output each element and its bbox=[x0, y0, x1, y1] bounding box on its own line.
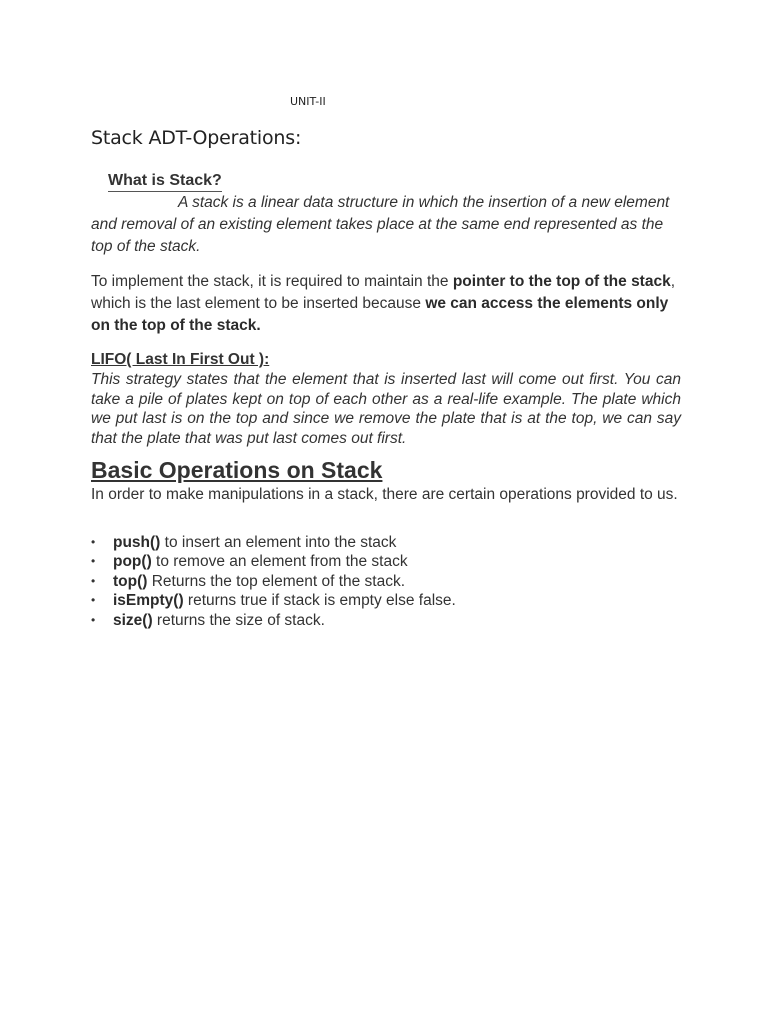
operation-desc: to insert an element into the stack bbox=[160, 534, 397, 551]
implementation-bold-1: pointer to the top of the stack bbox=[452, 273, 671, 290]
bullet-icon: • bbox=[91, 554, 96, 569]
operation-desc: to remove an element from the stack bbox=[151, 553, 408, 571]
unit-label: UNIT-II bbox=[290, 95, 326, 108]
list-item bbox=[91, 552, 456, 571]
main-title: Stack ADT-Operations: bbox=[91, 127, 302, 149]
implementation-text-1: To implement the stack, it is required to maintain the bbox=[91, 273, 453, 290]
list-item bbox=[91, 572, 456, 591]
operations-list bbox=[91, 533, 456, 630]
implementation-paragraph bbox=[91, 271, 681, 337]
basic-operations-heading: Basic Operations on Stack bbox=[91, 457, 383, 483]
operation-name: top() bbox=[113, 572, 148, 590]
implementation-bold-2: we can access the elements only on the top of the stack. bbox=[91, 295, 669, 334]
implementation-text-2: , which is the last element to be inserted because bbox=[91, 273, 676, 312]
operation-name: push() bbox=[113, 534, 161, 551]
bullet-icon: • bbox=[91, 535, 96, 549]
operation-name: size() bbox=[113, 611, 153, 629]
stack-definition bbox=[91, 192, 681, 258]
lifo-heading: LIFO( Last In First Out ): bbox=[91, 351, 270, 368]
list-item bbox=[91, 611, 456, 630]
operation-name: isEmpty() bbox=[113, 592, 184, 610]
what-is-stack-heading: What is Stack? bbox=[108, 172, 222, 192]
operation-name: pop() bbox=[113, 553, 152, 571]
bullet-icon: • bbox=[91, 593, 96, 608]
bullet-icon: • bbox=[91, 573, 96, 588]
list-item bbox=[91, 591, 456, 610]
operation-desc: Returns the top element of the stack. bbox=[147, 572, 406, 590]
operation-desc: returns the size of stack. bbox=[152, 611, 325, 629]
lifo-text: This strategy states that the element that is inserted last will come out first. You can take a pile of plates kept on top of each other as a real-life example. The plate which we put last is on the top and since we remove the plate that is at the top, we can say that the plate that was put last comes out first. bbox=[91, 371, 681, 447]
list-item bbox=[91, 533, 456, 552]
bullet-icon: • bbox=[91, 612, 96, 627]
stack-definition-text: A stack is a linear data structure in which the insertion of a new element and removal of an existing element takes place at the same end represented as the top of the stack. bbox=[91, 194, 670, 255]
operation-desc: returns true if stack is empty else false. bbox=[183, 592, 456, 610]
basic-operations-intro: In order to make manipulations in a stack, there are certain operations provided to us. bbox=[91, 486, 678, 503]
